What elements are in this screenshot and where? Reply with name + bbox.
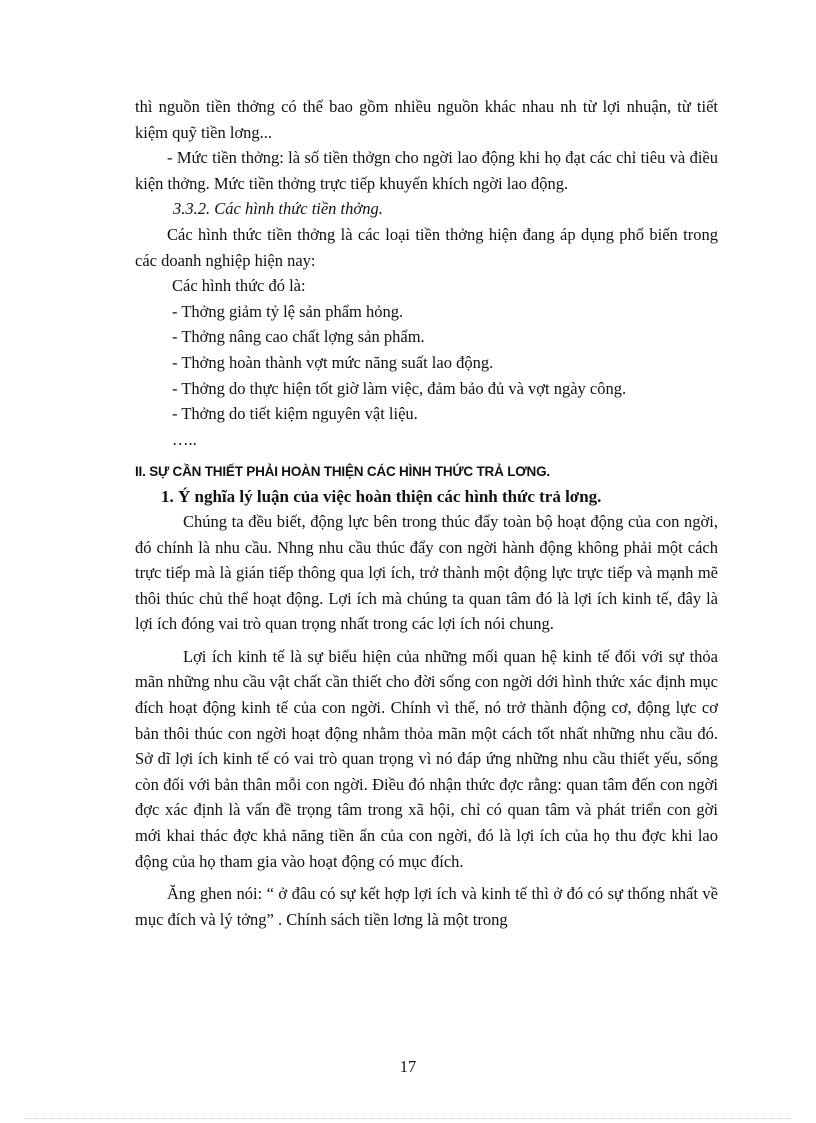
page-bottom-divider <box>24 1118 792 1119</box>
paragraph-bonus-forms: Các hình thức tiền thởng là các loại tiền thởng hiện đang áp dụng phổ biến trong các doanh nghiệp hiện nay: <box>135 224 718 270</box>
section-heading: II. SỰ CẦN THIẾT PHẢI HOÀN THIỆN CÁC HÌNH THỨC TRẢ LƠNG. <box>135 464 550 480</box>
page-number: 17 <box>399 1057 417 1076</box>
body-text <box>135 94 718 932</box>
list-item-ellipsis: ….. <box>172 429 197 449</box>
paragraph-continuation: thì nguồn tiền thởng có thể bao gồm nhiều nguồn khác nhau nh từ lợi nhuận, từ tiết kiệm quỹ tiền lơng... <box>135 97 718 142</box>
list-item: - Thởng do thực hiện tốt giờ làm việc, đảm bảo đủ và vợt ngày công. <box>172 378 627 398</box>
paragraph-2: Lợi ích kinh tế là sự biểu hiện của những mối quan hệ kinh tế đối với sự thỏa mãn những nhu cầu vật chất cần thiết cho đời sống con ngời dới hình thức xác định mục đích hoạt động kinh tế của con ngời. Chính vì thế, nó trở thành động cơ, động lực cơ bản thôi thúc con ngời hoạt động nhằm thỏa mãn một cách tốt nhất những nhu cầu đó. Sở dĩ lợi ích kinh tế có vai trò quan trọng vì nó đáp ứng những nhu cầu thiết yếu, sống còn đối với bản thân mỗi con ngời. Điều đó nhận thức đợc rằng: quan tâm đến con ngời đợc xác định là vấn đề trọng tâm trong xã hội, chỉ có quan tâm và phát triển con gời mới khai thác đợc khả năng tiền ẩn của con ngời, đó là lợi ích của họ thu đợc khi lao động của họ tham gia vào hoạt động có mục đích. <box>135 646 718 871</box>
list-item: - Thởng nâng cao chất lợng sản phẩm. <box>172 327 425 347</box>
paragraph-bonus-amount: - Mức tiền thởng: là số tiền thởgn cho ngời lao động khi họ đạt các chỉ tiêu và điều kiện thởng. Mức tiền thởng trực tiếp khuyến khích ngời lao động. <box>135 148 718 193</box>
paragraph-3: Ăng ghen nói: “ ở đâu có sự kết hợp lợi ích và kinh tế thì ở đó có sự thống nhất về mục đích và lý tởng” . Chính sách tiền lơng là một trong <box>135 884 718 929</box>
list-item: - Thởng do tiết kiệm nguyên vật liệu. <box>172 404 418 424</box>
list-item: - Thởng hoàn thành vợt mức năng suất lao động. <box>172 352 494 372</box>
list-item: - Thởng giảm tỷ lệ sản phẩm hỏng. <box>172 301 404 321</box>
subheading-bonus-forms: 3.3.2. Các hình thức tiền thởng. <box>173 199 383 219</box>
paragraph-1: Chúng ta đều biết, động lực bên trong thúc đẩy toàn bộ hoạt động của con ngời, đó chính là nhu cầu. Nhng nhu cầu thúc đẩy con ngời hành động không phải một cách trực tiếp mà là gián tiếp thông qua lợi ích, trở thành một động lực trực tiếp và mạnh mẽ thôi thúc chủ thể hoạt động. Lợi ích mà chúng ta quan tâm đó là lợi ích kinh tế, đây là lợi ích đóng vai trò quan trọng nhất trong các lợi ích nói chung. <box>135 511 718 634</box>
heading-1: 1. Ý nghĩa lý luận của việc hoàn thiện các hình thức trả lơng. <box>161 486 602 506</box>
list-intro: Các hình thức đó là: <box>172 276 306 296</box>
